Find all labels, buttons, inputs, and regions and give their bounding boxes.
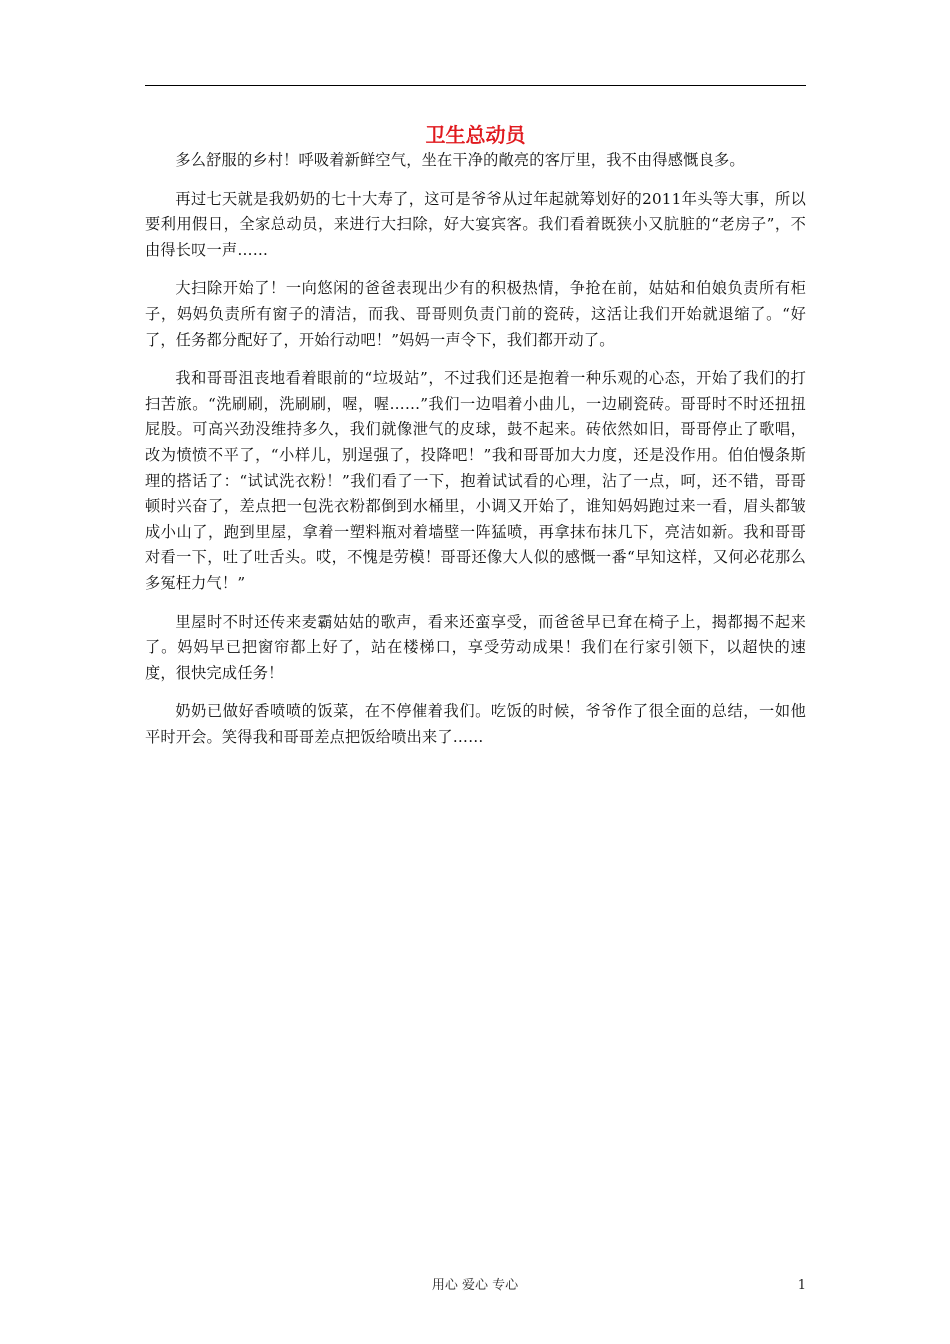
- footer-text: 用心 爱心 专心: [431, 1278, 519, 1293]
- paragraph-4: 我和哥哥沮丧地看着眼前的“垃圾站”，不过我们还是抱着一种乐观的心态，开始了我们的打扫苦旅。“洗刷刷，洗刷刷，喔，喔……”我们一边唱着小曲儿，一边刷瓷砖。哥哥时不时还扭扭屁股。可高兴劲没维持多久，我们就像泄气的皮球，鼓不起来。砖依然如旧，哥哥停止了歌唱，改为愤愤不平了，“小样儿，别逞强了，投降吧！”我和哥哥加大力度，还是没作用。伯伯慢条斯理的搭话了：“试试洗衣粉！”我们看了一下，抱着试试看的心理，沾了一点，呵，还不错，哥哥顿时兴奋了，差点把一包洗衣粉都倒到水桶里，小调又开始了，谁知妈妈跑过来一看，眉头都皱成小山了，跑到里屋，拿着一塑料瓶对着墙壁一阵猛喷，再拿抹布抹几下，亮洁如新。我和哥哥对看一下，吐了吐舌头。哎，不愧是劳模！哥哥还像大人似的感慨一番“早知这样，又何必花那么多冤枉力气！”: [145, 369, 806, 592]
- document-title: 卫生总动员: [425, 123, 526, 147]
- paragraph-2: 再过七天就是我奶奶的七十大寿了，这可是爷爷从过年起就筹划好的2011年头等大事，所以要利用假日，全家总动员，来进行大扫除，好大宴宾客。我们看着既狭小又肮脏的“老房子”，不由得长叹一声……: [145, 189, 806, 259]
- paragraph-3: 大扫除开始了！一向悠闲的爸爸表现出少有的积极热情，争抢在前，姑姑和伯娘负责所有柜子，妈妈负责所有窗子的清洁，而我、哥哥则负责门前的瓷砖，这活让我们开始就退缩了。“好了，任务都分配好了，开始行动吧！”妈妈一声令下，我们都开动了。: [145, 279, 806, 349]
- paragraph-1: 多么舒服的乡村！呼吸着新鲜空气，坐在干净的敞亮的客厅里，我不由得感慨良多。: [175, 151, 745, 169]
- page-number: 1: [797, 1278, 806, 1293]
- paragraph-6: 奶奶已做好香喷喷的饭菜，在不停催着我们。吃饭的时候，爷爷作了很全面的总结，一如他平时开会。笑得我和哥哥差点把饭给喷出来了……: [145, 702, 806, 746]
- header-rule: [145, 85, 806, 86]
- document-body: [145, 148, 806, 763]
- paragraph-5: 里屋时不时还传来麦霸姑姑的歌声，看来还蛮享受，而爸爸早已耷在椅子上，揭都揭不起来了。妈妈早已把窗帘都上好了，站在楼梯口，享受劳动成果！我们在行家引领下，以超快的速度，很快完成任务！: [145, 612, 806, 682]
